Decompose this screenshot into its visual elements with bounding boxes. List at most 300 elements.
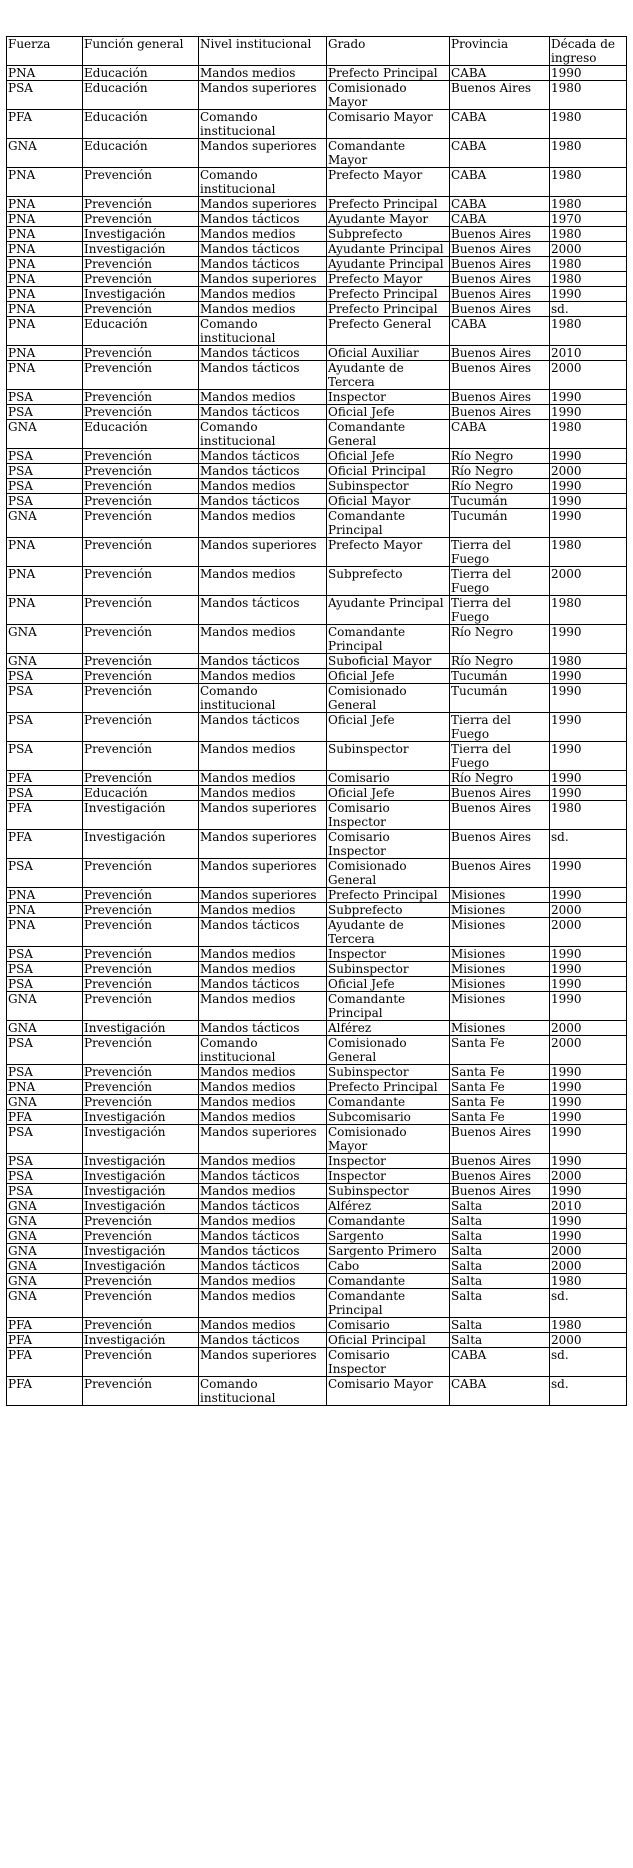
cell-provincia: Buenos Aires (450, 272, 550, 287)
cell-provincia: Buenos Aires (450, 786, 550, 801)
cell-fuerza: GNA (7, 1021, 83, 1036)
cell-fuerza: PSA (7, 669, 83, 684)
cell-provincia: Misiones (450, 947, 550, 962)
table-row (7, 625, 627, 654)
cell-grado: Comisario Mayor (327, 1377, 450, 1406)
cell-funcion-general: Prevención (83, 509, 199, 538)
header-grado: Grado (327, 37, 450, 66)
cell-grado: Ayudante Principal (327, 257, 450, 272)
cell-funcion-general: Prevención (83, 494, 199, 509)
cell-decada-ingreso: 1980 (550, 801, 627, 830)
cell-provincia: Buenos Aires (450, 242, 550, 257)
cell-decada-ingreso: 1980 (550, 1274, 627, 1289)
cell-fuerza: PSA (7, 742, 83, 771)
cell-decada-ingreso: 1990 (550, 1154, 627, 1169)
header-provincia: Provincia (450, 37, 550, 66)
cell-grado: Subinspector (327, 1184, 450, 1199)
cell-grado: Prefecto General (327, 317, 450, 346)
table-row (7, 1377, 627, 1406)
cell-funcion-general: Educación (83, 420, 199, 449)
cell-decada-ingreso: 1980 (550, 168, 627, 197)
cell-decada-ingreso: 1980 (550, 110, 627, 139)
cell-decada-ingreso: 1990 (550, 1229, 627, 1244)
cell-grado: Comisionado Mayor (327, 1125, 450, 1154)
cell-fuerza: GNA (7, 625, 83, 654)
cell-nivel-institucional: Mandos superiores (199, 1125, 327, 1154)
cell-fuerza: PSA (7, 1036, 83, 1065)
cell-grado: Subcomisario (327, 1110, 450, 1125)
cell-fuerza: PSA (7, 494, 83, 509)
cell-nivel-institucional: Mandos medios (199, 287, 327, 302)
cell-funcion-general: Prevención (83, 1065, 199, 1080)
cell-grado: Sargento (327, 1229, 450, 1244)
cell-grado: Comisario Mayor (327, 110, 450, 139)
cell-provincia: Río Negro (450, 654, 550, 669)
cell-grado: Subprefecto (327, 903, 450, 918)
cell-grado: Prefecto Mayor (327, 538, 450, 567)
cell-funcion-general: Prevención (83, 654, 199, 669)
cell-fuerza: PSA (7, 859, 83, 888)
cell-fuerza: PSA (7, 390, 83, 405)
cell-fuerza: PSA (7, 977, 83, 992)
cell-decada-ingreso: 1990 (550, 888, 627, 903)
table-row (7, 449, 627, 464)
cell-grado: Comisario Inspector (327, 1348, 450, 1377)
cell-funcion-general: Prevención (83, 888, 199, 903)
table-row (7, 302, 627, 317)
table-row (7, 918, 627, 947)
cell-decada-ingreso: 1980 (550, 317, 627, 346)
cell-funcion-general: Educación (83, 110, 199, 139)
cell-funcion-general: Prevención (83, 625, 199, 654)
header-decada-ingreso: Década de ingreso (550, 37, 627, 66)
cell-fuerza: PSA (7, 786, 83, 801)
cell-grado: Ayudante Mayor (327, 212, 450, 227)
cell-grado: Sargento Primero (327, 1244, 450, 1259)
cell-decada-ingreso: 1980 (550, 197, 627, 212)
cell-nivel-institucional: Comando institucional (199, 168, 327, 197)
cell-decada-ingreso: 1990 (550, 669, 627, 684)
cell-fuerza: PNA (7, 257, 83, 272)
cell-decada-ingreso: 1990 (550, 771, 627, 786)
cell-nivel-institucional: Mandos medios (199, 669, 327, 684)
cell-nivel-institucional: Mandos superiores (199, 81, 327, 110)
table-row (7, 1110, 627, 1125)
cell-grado: Subinspector (327, 962, 450, 977)
cell-funcion-general: Prevención (83, 464, 199, 479)
cell-provincia: Tucumán (450, 509, 550, 538)
cell-provincia: Santa Fe (450, 1065, 550, 1080)
cell-funcion-general: Educación (83, 66, 199, 81)
cell-funcion-general: Prevención (83, 538, 199, 567)
cell-fuerza: PFA (7, 1377, 83, 1406)
cell-funcion-general: Prevención (83, 212, 199, 227)
cell-decada-ingreso: 1990 (550, 494, 627, 509)
cell-fuerza: GNA (7, 1259, 83, 1274)
cell-fuerza: PFA (7, 1333, 83, 1348)
cell-decada-ingreso: sd. (550, 1348, 627, 1377)
cell-fuerza: PFA (7, 110, 83, 139)
cell-provincia: CABA (450, 317, 550, 346)
cell-decada-ingreso: 2000 (550, 1333, 627, 1348)
cell-funcion-general: Prevención (83, 1318, 199, 1333)
table-row (7, 361, 627, 390)
cell-grado: Ayudante Principal (327, 596, 450, 625)
cell-provincia: Santa Fe (450, 1080, 550, 1095)
cell-grado: Comisario Inspector (327, 801, 450, 830)
cell-decada-ingreso: 1990 (550, 1080, 627, 1095)
cell-fuerza: PFA (7, 801, 83, 830)
table-row (7, 669, 627, 684)
cell-nivel-institucional: Mandos superiores (199, 830, 327, 859)
cell-provincia: Buenos Aires (450, 1169, 550, 1184)
cell-decada-ingreso: 1980 (550, 538, 627, 567)
cell-nivel-institucional: Mandos tácticos (199, 713, 327, 742)
cell-decada-ingreso: 1990 (550, 947, 627, 962)
cell-grado: Subinspector (327, 479, 450, 494)
table-row (7, 684, 627, 713)
cell-grado: Comandante Mayor (327, 139, 450, 168)
table-row (7, 227, 627, 242)
table-row (7, 405, 627, 420)
cell-decada-ingreso: 1980 (550, 1318, 627, 1333)
table-row (7, 1065, 627, 1080)
cell-funcion-general: Prevención (83, 302, 199, 317)
cell-fuerza: GNA (7, 1274, 83, 1289)
cell-decada-ingreso: 1990 (550, 479, 627, 494)
cell-fuerza: GNA (7, 1199, 83, 1214)
cell-decada-ingreso: 1990 (550, 66, 627, 81)
cell-decada-ingreso: 1990 (550, 786, 627, 801)
cell-fuerza: GNA (7, 420, 83, 449)
cell-decada-ingreso: 2000 (550, 361, 627, 390)
cell-nivel-institucional: Comando institucional (199, 1377, 327, 1406)
cell-funcion-general: Prevención (83, 197, 199, 212)
cell-provincia: Tierra del Fuego (450, 742, 550, 771)
cell-grado: Prefecto Mayor (327, 272, 450, 287)
cell-fuerza: PNA (7, 361, 83, 390)
cell-grado: Suboficial Mayor (327, 654, 450, 669)
cell-funcion-general: Prevención (83, 962, 199, 977)
cell-provincia: Buenos Aires (450, 81, 550, 110)
cell-provincia: CABA (450, 212, 550, 227)
cell-funcion-general: Prevención (83, 1095, 199, 1110)
cell-nivel-institucional: Comando institucional (199, 420, 327, 449)
cell-funcion-general: Prevención (83, 1377, 199, 1406)
table-row (7, 1169, 627, 1184)
cell-provincia: Santa Fe (450, 1095, 550, 1110)
cell-decada-ingreso: 2000 (550, 903, 627, 918)
table-row (7, 1021, 627, 1036)
table-row (7, 479, 627, 494)
cell-grado: Oficial Jefe (327, 405, 450, 420)
cell-funcion-general: Prevención (83, 361, 199, 390)
cell-fuerza: GNA (7, 509, 83, 538)
cell-funcion-general: Investigación (83, 1169, 199, 1184)
table-row (7, 1184, 627, 1199)
cell-fuerza: PSA (7, 684, 83, 713)
table-row (7, 464, 627, 479)
cell-funcion-general: Prevención (83, 859, 199, 888)
cell-grado: Ayudante Principal (327, 242, 450, 257)
cell-grado: Inspector (327, 390, 450, 405)
cell-funcion-general: Prevención (83, 977, 199, 992)
cell-grado: Alférez (327, 1199, 450, 1214)
cell-funcion-general: Investigación (83, 242, 199, 257)
cell-fuerza: PSA (7, 1125, 83, 1154)
cell-decada-ingreso: 1990 (550, 962, 627, 977)
cell-fuerza: PNA (7, 168, 83, 197)
cell-decada-ingreso: 1990 (550, 1125, 627, 1154)
cell-provincia: CABA (450, 420, 550, 449)
cell-provincia: Buenos Aires (450, 227, 550, 242)
cell-decada-ingreso: 2000 (550, 1259, 627, 1274)
table-row (7, 992, 627, 1021)
cell-provincia: Tucumán (450, 684, 550, 713)
cell-decada-ingreso: 1980 (550, 596, 627, 625)
cell-fuerza: PNA (7, 903, 83, 918)
cell-decada-ingreso: 1990 (550, 1065, 627, 1080)
cell-nivel-institucional: Mandos medios (199, 1154, 327, 1169)
table-row (7, 538, 627, 567)
cell-funcion-general: Investigación (83, 1244, 199, 1259)
cell-provincia: Misiones (450, 918, 550, 947)
cell-nivel-institucional: Mandos tácticos (199, 1199, 327, 1214)
cell-fuerza: PNA (7, 538, 83, 567)
table-row (7, 509, 627, 538)
cell-provincia: Buenos Aires (450, 859, 550, 888)
cell-provincia: CABA (450, 139, 550, 168)
table-row (7, 888, 627, 903)
cell-provincia: Misiones (450, 977, 550, 992)
table-row (7, 139, 627, 168)
table-row (7, 977, 627, 992)
cell-provincia: Buenos Aires (450, 346, 550, 361)
cell-grado: Prefecto Principal (327, 302, 450, 317)
cell-provincia: Misiones (450, 962, 550, 977)
cell-decada-ingreso: 2000 (550, 464, 627, 479)
cell-grado: Comisionado General (327, 859, 450, 888)
cell-grado: Oficial Mayor (327, 494, 450, 509)
table-row (7, 1318, 627, 1333)
cell-nivel-institucional: Mandos tácticos (199, 1244, 327, 1259)
cell-fuerza: PNA (7, 287, 83, 302)
cell-funcion-general: Prevención (83, 405, 199, 420)
cell-provincia: Buenos Aires (450, 801, 550, 830)
cell-fuerza: GNA (7, 139, 83, 168)
cell-grado: Prefecto Principal (327, 66, 450, 81)
cell-grado: Prefecto Mayor (327, 168, 450, 197)
table-row (7, 1259, 627, 1274)
cell-nivel-institucional: Mandos medios (199, 625, 327, 654)
cell-grado: Inspector (327, 1169, 450, 1184)
cell-grado: Comandante Principal (327, 509, 450, 538)
cell-funcion-general: Prevención (83, 947, 199, 962)
cell-nivel-institucional: Mandos superiores (199, 888, 327, 903)
cell-nivel-institucional: Mandos tácticos (199, 346, 327, 361)
cell-provincia: Salta (450, 1244, 550, 1259)
cell-nivel-institucional: Mandos medios (199, 1095, 327, 1110)
cell-provincia: Tierra del Fuego (450, 538, 550, 567)
cell-decada-ingreso: 1990 (550, 1110, 627, 1125)
table-row (7, 272, 627, 287)
cell-fuerza: PSA (7, 947, 83, 962)
cell-nivel-institucional: Mandos medios (199, 1318, 327, 1333)
cell-fuerza: PNA (7, 317, 83, 346)
cell-grado: Comandante (327, 1095, 450, 1110)
cell-fuerza: PFA (7, 771, 83, 786)
cell-fuerza: PFA (7, 1318, 83, 1333)
table-row (7, 786, 627, 801)
cell-grado: Oficial Jefe (327, 713, 450, 742)
cell-decada-ingreso: 1970 (550, 212, 627, 227)
cell-funcion-general: Prevención (83, 1080, 199, 1095)
cell-fuerza: PSA (7, 1184, 83, 1199)
cell-nivel-institucional: Mandos tácticos (199, 654, 327, 669)
table-row (7, 654, 627, 669)
cell-provincia: CABA (450, 168, 550, 197)
cell-funcion-general: Prevención (83, 272, 199, 287)
table-row (7, 1289, 627, 1318)
cell-nivel-institucional: Mandos medios (199, 947, 327, 962)
cell-grado: Prefecto Principal (327, 287, 450, 302)
cell-funcion-general: Prevención (83, 346, 199, 361)
cell-nivel-institucional: Mandos tácticos (199, 1229, 327, 1244)
cell-provincia: Buenos Aires (450, 257, 550, 272)
cell-decada-ingreso: 1990 (550, 977, 627, 992)
cell-grado: Comandante (327, 1274, 450, 1289)
cell-decada-ingreso: 1990 (550, 449, 627, 464)
table-row (7, 1274, 627, 1289)
table-row (7, 567, 627, 596)
cell-provincia: Salta (450, 1229, 550, 1244)
table-row (7, 212, 627, 227)
table-row (7, 1036, 627, 1065)
table-row (7, 494, 627, 509)
cell-fuerza: PNA (7, 227, 83, 242)
cell-fuerza: PSA (7, 405, 83, 420)
cell-provincia: CABA (450, 1377, 550, 1406)
cell-funcion-general: Investigación (83, 287, 199, 302)
cell-decada-ingreso: 2010 (550, 1199, 627, 1214)
cell-provincia: Misiones (450, 903, 550, 918)
cell-fuerza: PSA (7, 1169, 83, 1184)
cell-grado: Prefecto Principal (327, 197, 450, 212)
cell-fuerza: PFA (7, 1348, 83, 1377)
cell-decada-ingreso: 1990 (550, 405, 627, 420)
cell-fuerza: PNA (7, 212, 83, 227)
cell-decada-ingreso: 2000 (550, 567, 627, 596)
cell-provincia: CABA (450, 1348, 550, 1377)
cell-fuerza: GNA (7, 1244, 83, 1259)
table-row (7, 903, 627, 918)
cell-grado: Oficial Principal (327, 1333, 450, 1348)
cell-nivel-institucional: Mandos tácticos (199, 918, 327, 947)
cell-provincia: Río Negro (450, 625, 550, 654)
cell-decada-ingreso: 2000 (550, 1036, 627, 1065)
cell-grado: Subinspector (327, 742, 450, 771)
table-row (7, 596, 627, 625)
cell-grado: Subprefecto (327, 567, 450, 596)
cell-nivel-institucional: Mandos medios (199, 962, 327, 977)
cell-decada-ingreso: 2010 (550, 346, 627, 361)
cell-decada-ingreso: 1990 (550, 287, 627, 302)
cell-grado: Comandante General (327, 420, 450, 449)
cell-provincia: Buenos Aires (450, 390, 550, 405)
table-row (7, 1348, 627, 1377)
header-fuerza: Fuerza (7, 37, 83, 66)
table-body (7, 66, 627, 1406)
cell-nivel-institucional: Mandos tácticos (199, 977, 327, 992)
cell-nivel-institucional: Mandos medios (199, 390, 327, 405)
cell-grado: Oficial Auxiliar (327, 346, 450, 361)
cell-grado: Ayudante de Tercera (327, 361, 450, 390)
cell-provincia: Santa Fe (450, 1110, 550, 1125)
cell-funcion-general: Educación (83, 317, 199, 346)
cell-funcion-general: Prevención (83, 449, 199, 464)
cell-grado: Subprefecto (327, 227, 450, 242)
cell-fuerza: PNA (7, 346, 83, 361)
cell-funcion-general: Educación (83, 81, 199, 110)
cell-fuerza: GNA (7, 1229, 83, 1244)
cell-decada-ingreso: 1980 (550, 272, 627, 287)
cell-decada-ingreso: 1980 (550, 654, 627, 669)
cell-grado: Oficial Principal (327, 464, 450, 479)
cell-nivel-institucional: Mandos medios (199, 302, 327, 317)
cell-provincia: Río Negro (450, 464, 550, 479)
cell-fuerza: GNA (7, 1289, 83, 1318)
cell-nivel-institucional: Mandos tácticos (199, 257, 327, 272)
cell-nivel-institucional: Comando institucional (199, 684, 327, 713)
cell-nivel-institucional: Mandos medios (199, 1065, 327, 1080)
cell-nivel-institucional: Mandos superiores (199, 1348, 327, 1377)
table-row (7, 317, 627, 346)
cell-fuerza: PFA (7, 1110, 83, 1125)
table-row (7, 1333, 627, 1348)
cell-decada-ingreso: sd. (550, 1289, 627, 1318)
cell-provincia: Río Negro (450, 771, 550, 786)
cell-fuerza: PNA (7, 242, 83, 257)
cell-funcion-general: Prevención (83, 479, 199, 494)
table-row (7, 830, 627, 859)
cell-grado: Comandante (327, 1214, 450, 1229)
cell-nivel-institucional: Mandos tácticos (199, 242, 327, 257)
cell-grado: Comisario (327, 1318, 450, 1333)
table-row (7, 1229, 627, 1244)
cell-provincia: Misiones (450, 1021, 550, 1036)
cell-fuerza: PFA (7, 830, 83, 859)
cell-funcion-general: Prevención (83, 713, 199, 742)
cell-decada-ingreso: 2000 (550, 1244, 627, 1259)
cell-fuerza: PSA (7, 449, 83, 464)
table-row (7, 1095, 627, 1110)
table-row (7, 1125, 627, 1154)
cell-nivel-institucional: Mandos medios (199, 771, 327, 786)
cell-provincia: Buenos Aires (450, 1125, 550, 1154)
cell-funcion-general: Prevención (83, 684, 199, 713)
cell-nivel-institucional: Mandos medios (199, 479, 327, 494)
cell-provincia: Salta (450, 1333, 550, 1348)
cell-nivel-institucional: Mandos superiores (199, 272, 327, 287)
cell-grado: Oficial Jefe (327, 669, 450, 684)
cell-decada-ingreso: 1990 (550, 1214, 627, 1229)
cell-nivel-institucional: Mandos medios (199, 1184, 327, 1199)
table-row (7, 287, 627, 302)
cell-funcion-general: Prevención (83, 1036, 199, 1065)
header-funcion-general: Función general (83, 37, 199, 66)
table-row (7, 1080, 627, 1095)
cell-funcion-general: Investigación (83, 801, 199, 830)
